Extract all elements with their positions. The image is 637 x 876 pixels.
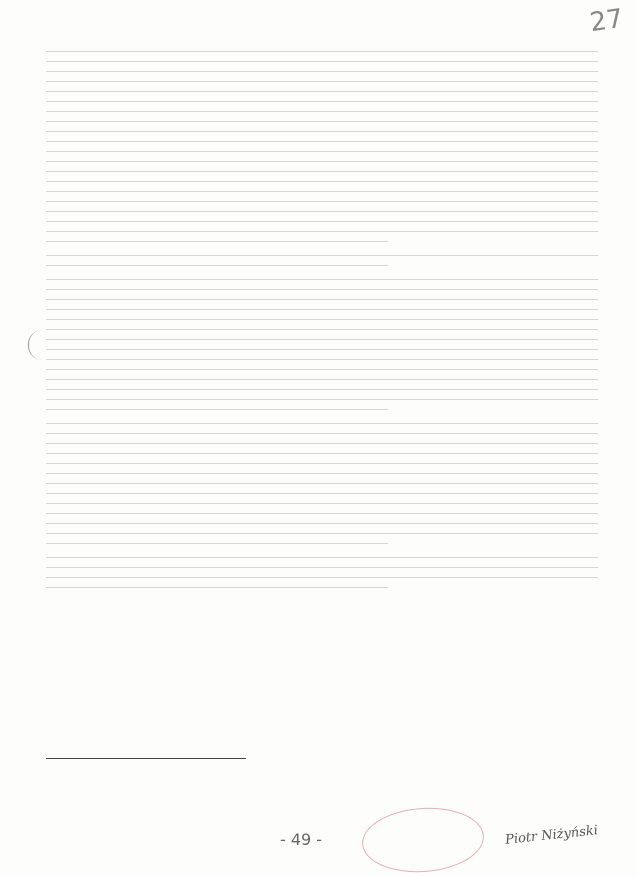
text-line-placeholder — [46, 463, 598, 468]
text-line-placeholder — [46, 483, 598, 488]
text-line-placeholder — [46, 513, 598, 518]
text-line-placeholder — [46, 339, 598, 344]
text-line-placeholder — [46, 121, 598, 126]
text-line-placeholder — [46, 423, 598, 428]
text-line-placeholder — [46, 503, 598, 508]
text-line-placeholder — [46, 433, 598, 438]
text-line-placeholder — [46, 151, 598, 156]
text-line-placeholder — [46, 289, 598, 294]
text-line-placeholder — [46, 567, 598, 572]
text-line-placeholder — [46, 533, 598, 538]
text-line-placeholder — [46, 171, 598, 176]
text-line-placeholder — [46, 309, 598, 314]
text-line-placeholder — [46, 379, 598, 384]
paragraph-1 — [46, 51, 598, 246]
prosecutor-office-stamp — [360, 804, 486, 876]
text-line-placeholder — [46, 211, 598, 216]
text-line-placeholder — [46, 101, 598, 106]
author-signature: Piotr Niżyński — [504, 823, 599, 848]
text-line-placeholder — [46, 543, 388, 548]
text-line-placeholder — [46, 299, 598, 304]
text-line-placeholder — [46, 161, 598, 166]
text-line-placeholder — [46, 265, 388, 270]
text-line-placeholder — [46, 349, 598, 354]
text-line-placeholder — [46, 141, 598, 146]
paragraph-3 — [46, 279, 598, 414]
text-line-placeholder — [46, 443, 598, 448]
text-line-placeholder — [46, 91, 598, 96]
text-line-placeholder — [46, 493, 598, 498]
body-text — [46, 46, 598, 597]
text-line-placeholder — [46, 71, 598, 76]
text-line-placeholder — [46, 329, 598, 334]
text-line-placeholder — [46, 577, 598, 582]
text-line-placeholder — [46, 255, 598, 260]
text-line-placeholder — [46, 473, 598, 478]
text-line-placeholder — [46, 61, 598, 66]
text-line-placeholder — [46, 453, 598, 458]
paragraph-4 — [46, 423, 598, 548]
text-line-placeholder — [46, 279, 598, 284]
text-line-placeholder — [46, 181, 598, 186]
text-line-placeholder — [46, 81, 598, 86]
footer-page-number: - 49 - — [280, 830, 323, 849]
margin-bracket-mark — [28, 330, 43, 360]
text-line-placeholder — [46, 221, 598, 226]
text-line-placeholder — [46, 369, 598, 374]
paragraph-5 — [46, 557, 598, 592]
text-line-placeholder — [46, 231, 598, 236]
text-line-placeholder — [46, 587, 388, 592]
text-line-placeholder — [46, 319, 598, 324]
text-line-placeholder — [46, 201, 598, 206]
text-line-placeholder — [46, 389, 598, 394]
text-line-placeholder — [46, 399, 598, 404]
footnotes — [46, 764, 598, 765]
text-line-placeholder — [46, 131, 598, 136]
text-line-placeholder — [46, 359, 598, 364]
paragraph-2 — [46, 255, 598, 270]
text-line-placeholder — [46, 191, 598, 196]
text-line-placeholder — [46, 523, 598, 528]
handwritten-page-number: 27 — [587, 3, 625, 39]
text-line-placeholder — [46, 51, 598, 56]
footnote-separator — [46, 758, 246, 759]
text-line-placeholder — [46, 409, 388, 414]
text-line-placeholder — [46, 111, 598, 116]
text-line-placeholder — [46, 241, 388, 246]
text-line-placeholder — [46, 557, 598, 562]
